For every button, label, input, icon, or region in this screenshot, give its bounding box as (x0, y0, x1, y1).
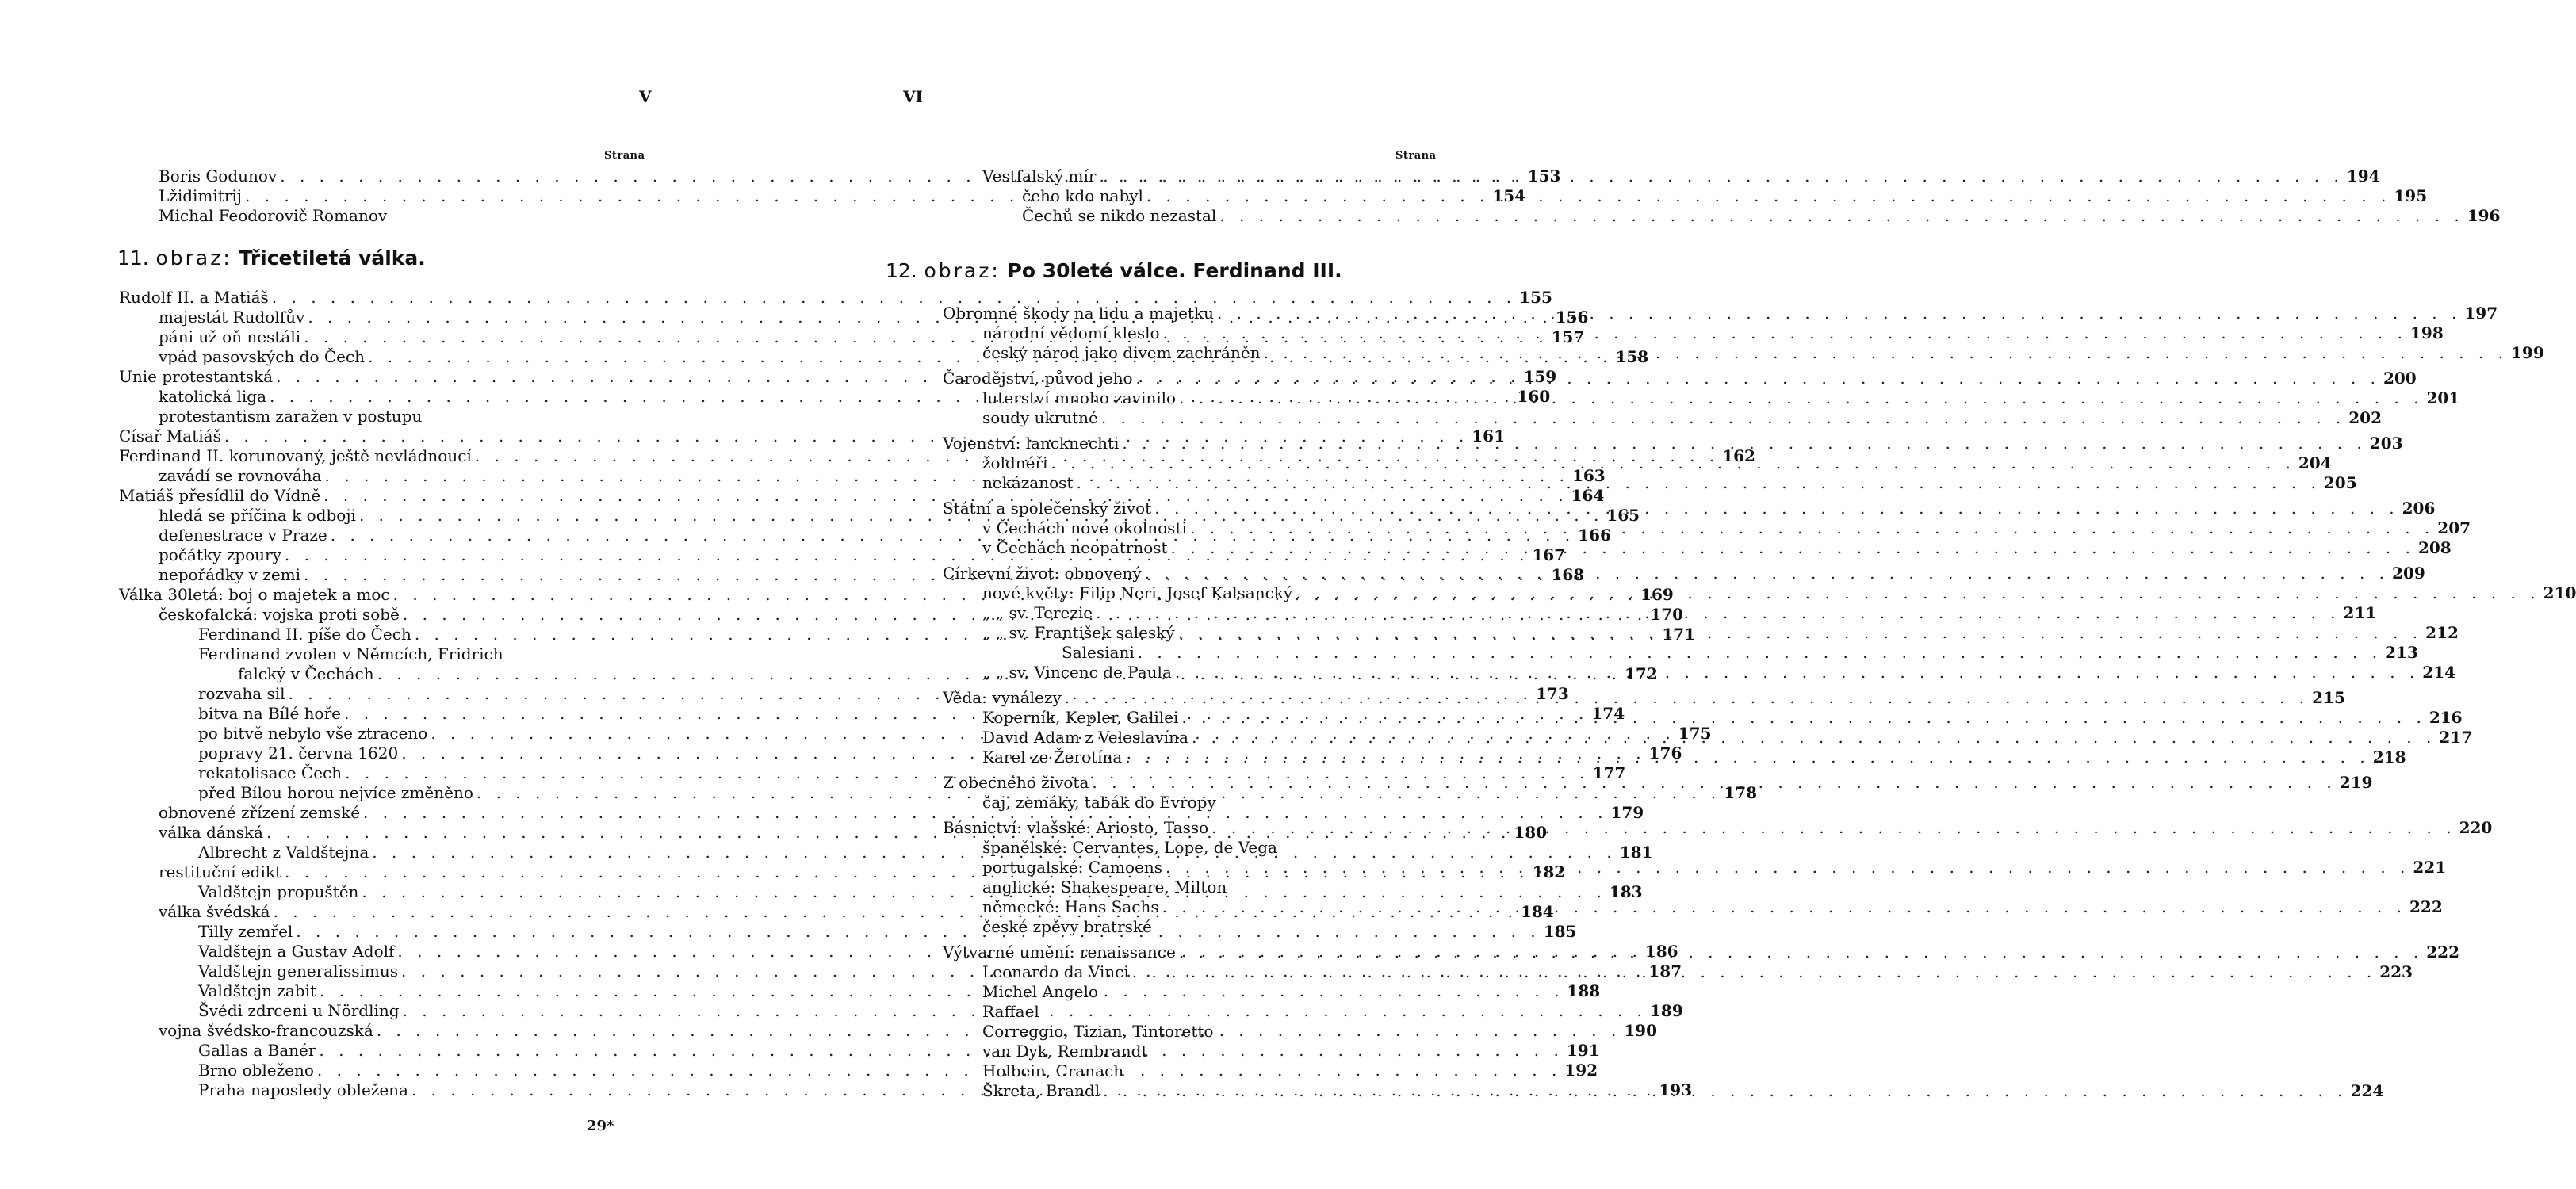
toc-entry-label: Boris Godunov (159, 166, 278, 185)
toc-entry-page: 190 (1624, 1021, 1657, 1040)
toc-entry-page: 195 (2394, 186, 2428, 205)
toc-entry (119, 486, 1605, 506)
dot-leader (1092, 773, 2336, 793)
toc-entry (943, 838, 1418, 858)
toc-entry-label: Salesiani (1062, 643, 1135, 662)
dot-leader (1175, 663, 2419, 682)
dot-leader (1065, 688, 2309, 708)
toc-entry (943, 1061, 1418, 1081)
toc-entry-label: Vestfalský mír (982, 166, 1097, 185)
dot-leader (1178, 623, 2422, 643)
toc-entry-label: katolická liga (159, 387, 267, 406)
toc-entry-label: Básnictví: vlašské: Ariosto, Tasso (943, 818, 1209, 837)
toc-entry-label: Valdštejn propuštěn (198, 882, 359, 901)
toc-entry-page: 224 (2350, 1081, 2384, 1100)
toc-entry-label: vojna švédsko-francouzská (159, 1021, 373, 1040)
toc-entry-page: 212 (2425, 623, 2459, 642)
toc-entry-page: 214 (2422, 663, 2456, 682)
dot-leader (1166, 858, 2409, 877)
toc-entry-page: 209 (2392, 564, 2425, 583)
toc-entry (119, 644, 650, 664)
toc-entry-page: 199 (2510, 343, 2544, 362)
toc-entry-page: 205 (2323, 473, 2357, 492)
toc-entry-page: 210 (2543, 583, 2576, 602)
dot-leader (1132, 962, 2376, 982)
chapter-label: obraz: (924, 259, 1001, 282)
toc-entry-label: „ „ sv. František saleský (982, 623, 1175, 642)
toc-entry-page: 215 (2312, 688, 2345, 707)
toc-entry-page: 172 (1625, 664, 1658, 683)
dot-leader (1296, 583, 2540, 603)
toc-entry-page: 173 (1536, 684, 1569, 703)
group-spacer (943, 812, 1418, 818)
toc-entry-page: 202 (2348, 408, 2382, 427)
toc-entry-label: Correggio, Tizian, Tintoretto (982, 1022, 1214, 1041)
toc-entry-label: hledá se příčina k odboji (159, 506, 356, 525)
toc-entry-page: 162 (1722, 446, 1755, 465)
toc-entry-page: 204 (2298, 453, 2332, 472)
toc-entry-page: 165 (1606, 506, 1640, 525)
toc-entry-label: Lžidimitrij (159, 186, 242, 205)
toc-entry-page: 160 (1517, 387, 1551, 406)
toc-entry-page: 156 (1555, 308, 1589, 327)
group-spacer (943, 682, 1418, 688)
toc-entry-label: Leonardo da Vinci (982, 962, 1129, 981)
toc-entry-label: čaj, zemáky, tabák do Evropy (982, 793, 1216, 812)
toc-entry-label: Císař Matiáš (119, 426, 221, 445)
toc-entry-page: 161 (1472, 426, 1505, 445)
dot-leader (1219, 206, 2463, 226)
chapter-heading (117, 247, 426, 270)
toc-entry (943, 206, 2501, 226)
toc-entry-label: nekázanost (982, 473, 1074, 492)
chapter-title: Po 30leté válce. Ferdinand III. (1007, 259, 1342, 282)
chapter-number: 11. (117, 247, 149, 270)
toc-entry-label: nové květy: Filip Neri, Josef Kalsancký (982, 583, 1293, 602)
toc-entry-label: českofalcká: vojska proti sobě (159, 605, 400, 624)
toc-entry-page: 213 (2385, 643, 2418, 662)
toc-entry-page: 200 (2383, 369, 2417, 388)
toc-entry-page: 178 (1724, 783, 1758, 802)
toc-entry-page: 206 (2402, 499, 2436, 518)
toc-entry-label: rozvaha sil (198, 684, 285, 703)
toc-entry-page: 179 (1610, 803, 1644, 822)
page-folio: VI (903, 87, 923, 106)
toc-entry-page: 163 (1571, 466, 1606, 485)
toc-entry-label: Ferdinand II. korunovaný, ještě nevládnoucí (119, 446, 472, 465)
toc-entry-page: 219 (2339, 773, 2373, 792)
toc-entry-label: vpád pasovských do Čech (159, 347, 366, 366)
toc-entry (943, 793, 1418, 812)
toc-entry-label: Čechů se nikdo nezastal (1022, 206, 1217, 225)
dot-leader (1179, 388, 2423, 408)
toc-entry-page: 198 (2410, 323, 2444, 342)
toc-entry-label: zavádí se rovnováha (159, 466, 322, 485)
toc-entry-label: počátky zpoury (159, 545, 281, 564)
toc-entry-label: defenestrace v Praze (159, 526, 327, 545)
toc-entry-label: obnovené zřízení zemské (159, 803, 361, 822)
toc-entry (119, 407, 650, 426)
toc-entry-page: 170 (1650, 605, 1684, 624)
toc-entry-label: luterství mnoho zavinilo (982, 388, 1177, 407)
toc-entry-page: 182 (1532, 862, 1566, 881)
toc-entry-label: Rudolf II. a Matiáš (119, 288, 269, 307)
toc-entry-label: Výtvarné umění: renaissance (943, 942, 1176, 962)
toc-entry-page: 183 (1609, 882, 1643, 901)
chapter-label: obraz: (155, 247, 232, 270)
toc-entry-label: Z obecného života (943, 773, 1089, 792)
toc-entry-page: 174 (1591, 704, 1625, 723)
toc-entry-page: 157 (1551, 327, 1585, 346)
toc-entry-page: 164 (1571, 486, 1605, 505)
toc-entry (943, 982, 1418, 1002)
toc-entry-label: Unie protestantská (119, 367, 274, 386)
dot-leader (1154, 499, 2398, 518)
toc-entry-page: 217 (2439, 728, 2473, 747)
toc-entry-label: Tilly zemřel (198, 922, 293, 941)
toc-entry-page: 194 (2346, 166, 2380, 185)
toc-entry-label: Valdštejn a Gustav Adolf (198, 942, 395, 961)
dot-leader (1211, 818, 2455, 838)
toc-entry-page: 203 (2369, 434, 2403, 453)
toc-entry-page: 223 (2379, 962, 2413, 981)
toc-entry-page: 196 (2467, 206, 2501, 225)
group-spacer (943, 493, 1418, 499)
toc-entry-label: portugalské: Camoens (982, 858, 1162, 877)
toc-entry-page: 207 (2437, 518, 2471, 537)
toc-entry-page: 220 (2459, 818, 2493, 837)
dot-leader (1162, 897, 2406, 917)
dot-leader (1146, 186, 2390, 206)
toc-entry-label: Církevní život: obnovený (943, 564, 1142, 583)
toc-entry-page: 193 (1659, 1080, 1693, 1099)
toc-entry-label: Švédi zdrceni u Nördling (198, 1001, 400, 1020)
toc-entry-page: 208 (2417, 538, 2452, 557)
signature-mark: 29* (587, 1118, 614, 1134)
toc-entry-label: žoldnéři (982, 453, 1048, 472)
toc-entry (119, 803, 1644, 823)
dot-leader (1136, 369, 2380, 388)
toc-entry-label: Albrecht z Valdštejna (198, 843, 369, 862)
toc-entry-page: 216 (2429, 708, 2463, 727)
toc-entry-label: válka švédská (159, 902, 270, 921)
toc-entry-page: 180 (1514, 823, 1548, 842)
toc-entry-page: 192 (1564, 1061, 1598, 1080)
toc-entry-page: 184 (1520, 902, 1554, 921)
toc-entry-page: 191 (1566, 1041, 1600, 1060)
dot-leader (1101, 408, 2345, 428)
toc-entry-page: 171 (1662, 625, 1695, 644)
toc-entry-label: Vojenství: lancknechti (943, 434, 1120, 453)
toc-entry-page: 154 (1492, 186, 1526, 205)
toc-entry-label: Brno obleženo (198, 1061, 314, 1080)
toc-entry-label: Koperník, Kepler, Galilei (982, 708, 1179, 727)
toc-entry-label: popravy 21. června 1620 (198, 744, 399, 763)
toc-entry-page: 221 (2413, 858, 2447, 877)
dot-leader (1122, 434, 2366, 453)
toc-entry-label: po bitvě nebylo vše ztraceno (198, 724, 428, 743)
dot-leader (1096, 603, 2340, 623)
toc-entry-label: Karel ze Žerotína (982, 747, 1123, 767)
toc-entry-label: Ferdinand zvolen v Němcích, Fridrich (198, 644, 503, 663)
toc-entry (943, 917, 1418, 937)
toc-entry-label: Ferdinand II. píše do Čech (198, 625, 411, 644)
toc-entry-label: „ „ sv. Vincenc de Paula (982, 663, 1172, 682)
toc-entry-label: Holbein, Cranach (982, 1061, 1124, 1080)
dot-leader (1217, 304, 2461, 323)
toc-entry-page: 159 (1523, 367, 1557, 386)
toc-entry-label: restituční edikt (159, 862, 282, 881)
toc-entry-label: Michel Angelo (982, 982, 1098, 1001)
toc-entry-page: 189 (1650, 1001, 1683, 1020)
toc-entry-label: „ „ sv. Terezie (982, 603, 1093, 622)
page-column-header: Strana (1395, 150, 1437, 162)
toc-entry-page: 222 (2426, 942, 2460, 962)
toc-entry-label: Valdštejn zabit (198, 981, 317, 1000)
dot-leader (1181, 708, 2425, 728)
toc-entry-page: 175 (1678, 724, 1712, 743)
toc-entry-label: majestát Rudolfův (159, 308, 305, 327)
toc-entry-label: národní vědomí kleslo (982, 323, 1160, 342)
toc-entry-label: falcký v Čechách (238, 664, 374, 683)
toc-entry-label: anglické: Shakespeare, Milton (982, 877, 1227, 897)
group-spacer (943, 363, 1418, 369)
toc-entry-label: německé: Hans Sachs (982, 897, 1159, 916)
toc-entry-page: 218 (2372, 747, 2406, 767)
toc-entry-page: 153 (1527, 166, 1561, 185)
page-column-header: Strana (604, 150, 645, 162)
dot-leader (1192, 728, 2436, 747)
chapter-number: 12. (886, 259, 917, 282)
toc-entry-label: David Adam z Veleslavína (982, 728, 1188, 747)
toc-entry-page: 168 (1551, 565, 1585, 584)
toc-entry-label: španělské: Cervantes, Lope, de Vega (982, 838, 1277, 857)
dot-leader (1138, 643, 2382, 663)
dot-leader (1179, 942, 2423, 962)
toc-entry-page: 158 (1615, 347, 1649, 366)
toc-entry-label: Škreta, Brandl (982, 1081, 1100, 1100)
group-spacer (943, 428, 1418, 434)
toc-entry-label: před Bílou horou nejvíce změněno (198, 783, 473, 802)
toc-entry-label: v Čechách nové okolnosti (982, 518, 1187, 537)
toc-entry (943, 1022, 1418, 1042)
dot-leader (1051, 453, 2295, 473)
toc-entry-label: český národ jako divem zachráněn (982, 343, 1261, 362)
toc-entry-label: Válka 30letá: boj o majetek a moc (119, 585, 390, 604)
toc-entry-label: Michal Feodorovič Romanov (159, 206, 388, 225)
toc-entry-label: van Dyk, Rembrandt (982, 1042, 1148, 1061)
dot-leader (1099, 166, 2343, 186)
dot-leader (1125, 747, 2369, 767)
toc-entry-label: Obromné škody na lidu a majetku (943, 304, 1214, 323)
toc-entry-page: 186 (1644, 942, 1678, 961)
toc-entry-label: soudy ukrutné (982, 408, 1098, 427)
toc-entry-page: 166 (1578, 526, 1611, 545)
toc-entry-label: Matiáš přesídlil do Vídně (119, 486, 321, 505)
toc-entry (943, 1002, 1418, 1022)
dot-leader (1103, 1081, 2347, 1101)
page-folio: V (639, 87, 652, 106)
toc-entry-page: 177 (1592, 763, 1626, 782)
toc-entry-page: 222 (2409, 897, 2443, 916)
dot-leader (1171, 538, 2415, 558)
dot-leader (1076, 473, 2320, 493)
toc-entry-page: 185 (1543, 922, 1577, 941)
toc-entry-page: 169 (1640, 585, 1674, 604)
toc-entry (119, 206, 650, 226)
chapter-title: Třicetiletá válka. (239, 247, 426, 270)
toc-entry-label: v Čechách neopatrnost (982, 538, 1168, 557)
toc-entry-page: 211 (2343, 603, 2377, 622)
dot-leader (1264, 343, 2508, 363)
toc-entry-label: nepořádky v zemi (159, 565, 301, 584)
toc-entry (119, 288, 1552, 308)
toc-entry-label: Věda: vynálezy (943, 688, 1062, 707)
toc-entry-page: 201 (2426, 388, 2460, 407)
toc-entry-label: Čarodějství, původ jeho (943, 369, 1133, 388)
toc-entry-label: čeho kdo nabyl (1022, 186, 1143, 205)
dot-leader (1145, 564, 2389, 583)
toc-entry-page: 187 (1648, 962, 1682, 981)
toc-entry-page: 167 (1532, 545, 1566, 564)
toc-entry-page: 176 (1648, 744, 1682, 763)
group-spacer (943, 558, 1418, 564)
toc-entry-label: Raffael (982, 1002, 1039, 1021)
toc-entry (943, 408, 2382, 428)
toc-entry-page: 155 (1519, 288, 1552, 307)
toc-entry-label: rekatolisace Čech (198, 763, 343, 782)
toc-entry-page: 197 (2464, 304, 2498, 323)
toc-entry-label: Valdštejn generalissimus (198, 962, 398, 981)
dot-leader (1190, 518, 2434, 538)
group-spacer (943, 937, 1418, 942)
chapter-heading (886, 259, 1342, 282)
toc-entry (943, 877, 1418, 897)
toc-entry-label: páni už oň nestáli (159, 327, 301, 346)
toc-entry (943, 1042, 1418, 1061)
toc-entry-label: Praha naposledy obležena (198, 1080, 408, 1099)
toc-entry-label: válka dánská (159, 823, 263, 842)
group-spacer (943, 767, 1418, 773)
toc-entry-label: Státní a společenský život (943, 499, 1152, 518)
toc-entry-label: bitva na Bílé hoře (198, 704, 341, 723)
toc-entry-page: 188 (1567, 981, 1601, 1000)
dot-leader (1163, 323, 2407, 343)
toc-entry-label: české zpěvy bratrské (982, 917, 1152, 936)
toc-entry-label: Gallas a Banér (198, 1041, 316, 1060)
toc-entry-page: 181 (1619, 843, 1653, 862)
toc-entry (943, 643, 2418, 663)
toc-entry-label: protestantism zaražen v postupu (159, 407, 423, 426)
